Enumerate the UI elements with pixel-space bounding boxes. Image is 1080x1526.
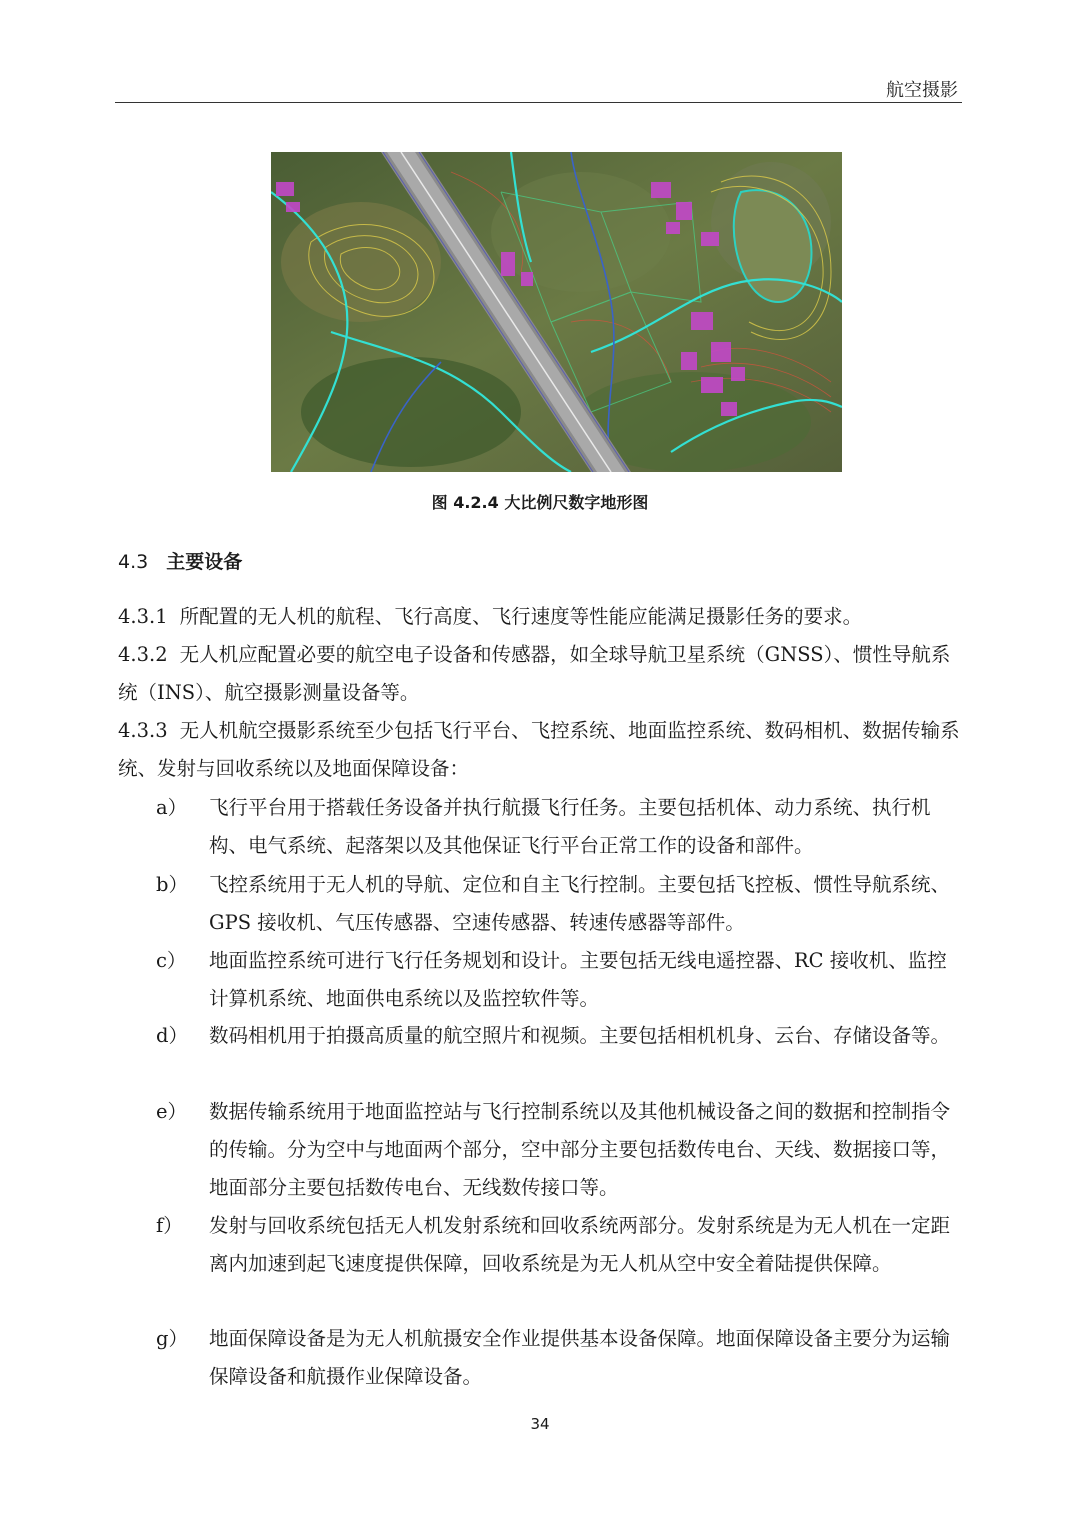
list-item-text: 飞控系统用于无人机的导航、定位和自主飞行控制。主要包括飞控板、惯性导航系统、GPS 接收机、气压传感器、空速传感器、转速传感器等部件。	[209, 873, 951, 934]
list-item	[156, 1093, 956, 1207]
paragraph-text: 无人机应配置必要的航空电子设备和传感器，如全球导航卫星系统（GNSS）、惯性导航系统（INS）、航空摄影测量设备等。	[118, 643, 951, 704]
list-marker: g）	[156, 1327, 188, 1350]
paragraph-text: 无人机航空摄影系统至少包括飞行平台、飞控系统、地面监控系统、数码相机、数据传输系统、发射与回收系统以及地面保障设备：	[118, 719, 960, 780]
list-marker: a）	[156, 796, 188, 819]
list-item	[156, 866, 956, 942]
paragraph-number: 4.3.1	[118, 605, 168, 628]
page-number: 34	[530, 1415, 550, 1433]
paragraph-number: 4.3.2	[118, 643, 168, 666]
list-item	[156, 942, 956, 1018]
list-item-text: 发射与回收系统包括无人机发射系统和回收系统两部分。发射系统是为无人机在一定距离内加速到起飞速度提供保障，回收系统是为无人机从空中安全着陆提供保障。	[209, 1214, 951, 1275]
section-heading	[118, 547, 242, 574]
list-item-text: 飞行平台用于搭载任务设备并执行航摄飞行任务。主要包括机体、动力系统、执行机构、电气系统、起落架以及其他保证飞行平台正常工作的设备和部件。	[209, 796, 931, 857]
list-item	[156, 1207, 956, 1283]
paragraph-number: 4.3.3	[118, 719, 168, 742]
section-number: 4.3	[118, 551, 149, 573]
header-rule	[115, 102, 962, 103]
paragraph	[118, 636, 960, 712]
list-item	[156, 1320, 956, 1396]
topographic-map-image	[271, 152, 842, 472]
section-title: 主要设备	[166, 551, 243, 573]
figure-caption: 图 4.2.4 大比例尺数字地形图	[431, 493, 649, 512]
list-item	[156, 789, 956, 865]
list-item-text: 数码相机用于拍摄高质量的航空照片和视频。主要包括相机机身、云台、存储设备等。	[209, 1024, 951, 1047]
paragraph-text: 所配置的无人机的航程、飞行高度、飞行速度等性能应能满足摄影任务的要求。	[179, 605, 863, 628]
page-header-title: 航空摄影	[886, 80, 958, 101]
list-marker: d）	[156, 1024, 188, 1047]
paragraph	[118, 598, 960, 636]
paragraph	[118, 712, 960, 788]
list-item-text: 地面保障设备是为无人机航摄安全作业提供基本设备保障。地面保障设备主要分为运输保障设备和航摄作业保障设备。	[209, 1327, 951, 1388]
list-item-text: 地面监控系统可进行飞行任务规划和设计。主要包括无线电遥控器、RC 接收机、监控计算机系统、地面供电系统以及监控软件等。	[209, 949, 947, 1010]
list-marker: f）	[156, 1214, 183, 1237]
list-marker: b）	[156, 873, 188, 896]
list-marker: c）	[156, 949, 187, 972]
list-item-text: 数据传输系统用于地面监控站与飞行控制系统以及其他机械设备之间的数据和控制指令的传输。分为空中与地面两个部分，空中部分主要包括数传电台、天线、数据接口等，地面部分主要包括数传电台、无线数传接口等。	[209, 1100, 951, 1199]
list-marker: e）	[156, 1100, 188, 1123]
list-item	[156, 1017, 956, 1055]
